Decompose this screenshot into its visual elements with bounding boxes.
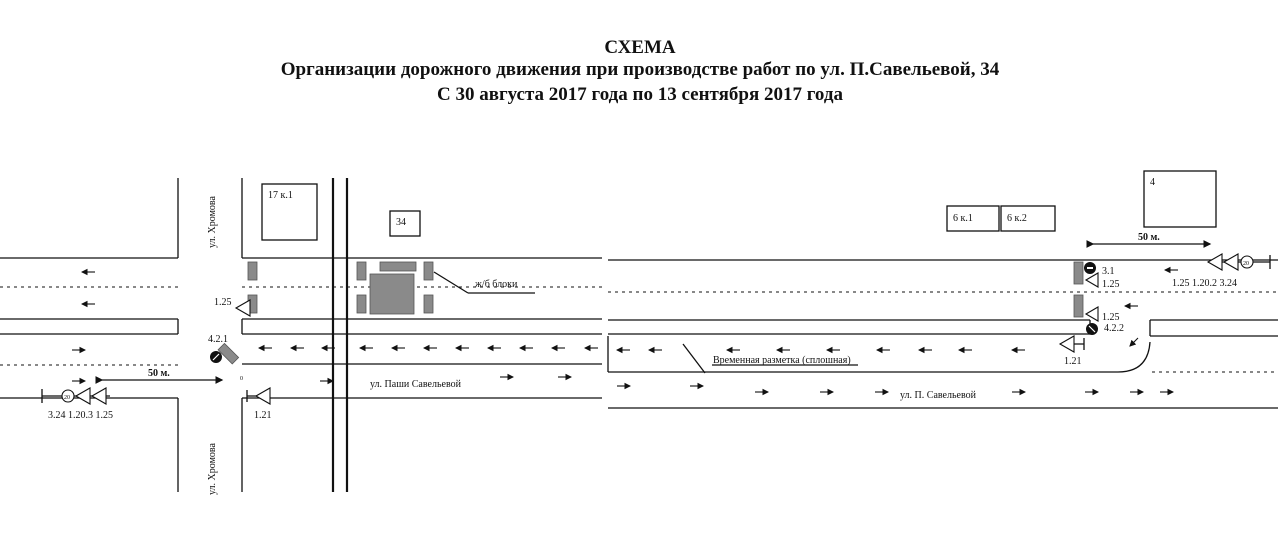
roadworks-sign-right-icon (1208, 254, 1222, 270)
distance-left (102, 368, 222, 380)
building-34-label: 34 (396, 217, 406, 228)
sign-label-left-121: 1.21 (254, 410, 272, 421)
speed-limit-left-label: 20 (64, 395, 70, 401)
street-p-savelyeva: ул. П. Савельевой (900, 390, 976, 401)
left-road (0, 178, 602, 492)
sign-label-right-125a: 1.25 (1102, 279, 1120, 290)
signs-right (1060, 254, 1270, 367)
concrete-blocks (248, 262, 1083, 317)
buildings (262, 171, 1216, 240)
two-way-traffic-sign-right-icon (1060, 336, 1074, 352)
sign-label-right-31: 3.1 (1102, 266, 1115, 277)
warning-sign-125-icon (92, 388, 106, 404)
street-pasha-savelyeva: ул. Паши Савельевой (370, 379, 461, 390)
narrowing-sign-right-icon (1224, 254, 1238, 270)
distance-right-label: 50 м. (1138, 232, 1160, 243)
sign-label-right-422: 4.2.2 (1104, 323, 1124, 334)
distance-left-label: 50 м. (148, 368, 170, 379)
building-6k1-label: 6 к.1 (953, 213, 973, 224)
scheme-dates: С 30 августа 2017 года по 13 сентября 2017 года (437, 84, 843, 105)
sign-label-left-125: 1.25 (214, 297, 232, 308)
speed-limit-right-label: 20 (1243, 261, 1249, 267)
street-khromova-bottom: ул. Хромова (207, 443, 218, 495)
sign-label-right-121: 1.21 (1064, 356, 1082, 367)
zhb-bloki-label: ж/б блоки (475, 279, 518, 290)
distance-right (1093, 232, 1210, 244)
building-17k1-label: 17 к.1 (268, 190, 293, 201)
temp-marking-label: Временная разметка (сплошная) (713, 355, 851, 366)
roadworks-sign-right3-icon (1086, 307, 1098, 321)
zero-mark: 0 (240, 376, 243, 382)
sign-label-left-bottom: 3.24 1.20.3 1.25 (48, 410, 113, 421)
roadworks-sign-icon (236, 300, 250, 316)
street-khromova-top: ул. Хромова (207, 196, 218, 248)
sign-label-left-421: 4.2.1 (208, 334, 228, 345)
roadworks-sign-right2-icon (1086, 273, 1098, 287)
warning-sign-1203-icon (76, 388, 90, 404)
scheme-subtitle: Организации дорожного движения при производстве работ по ул. П.Савельевой, 34 (280, 59, 1000, 80)
traffic-arrows (72, 270, 1178, 392)
sign-label-right-top: 1.25 1.20.2 3.24 (1172, 278, 1237, 289)
signs-left (42, 297, 272, 421)
scheme-title: СХЕМА (604, 37, 676, 58)
two-way-traffic-sign-icon (256, 388, 270, 404)
work-zone (370, 274, 414, 314)
building-6k2-label: 6 к.2 (1007, 213, 1027, 224)
building-4-label: 4 (1150, 177, 1155, 188)
sign-label-right-125b: 1.25 (1102, 312, 1120, 323)
